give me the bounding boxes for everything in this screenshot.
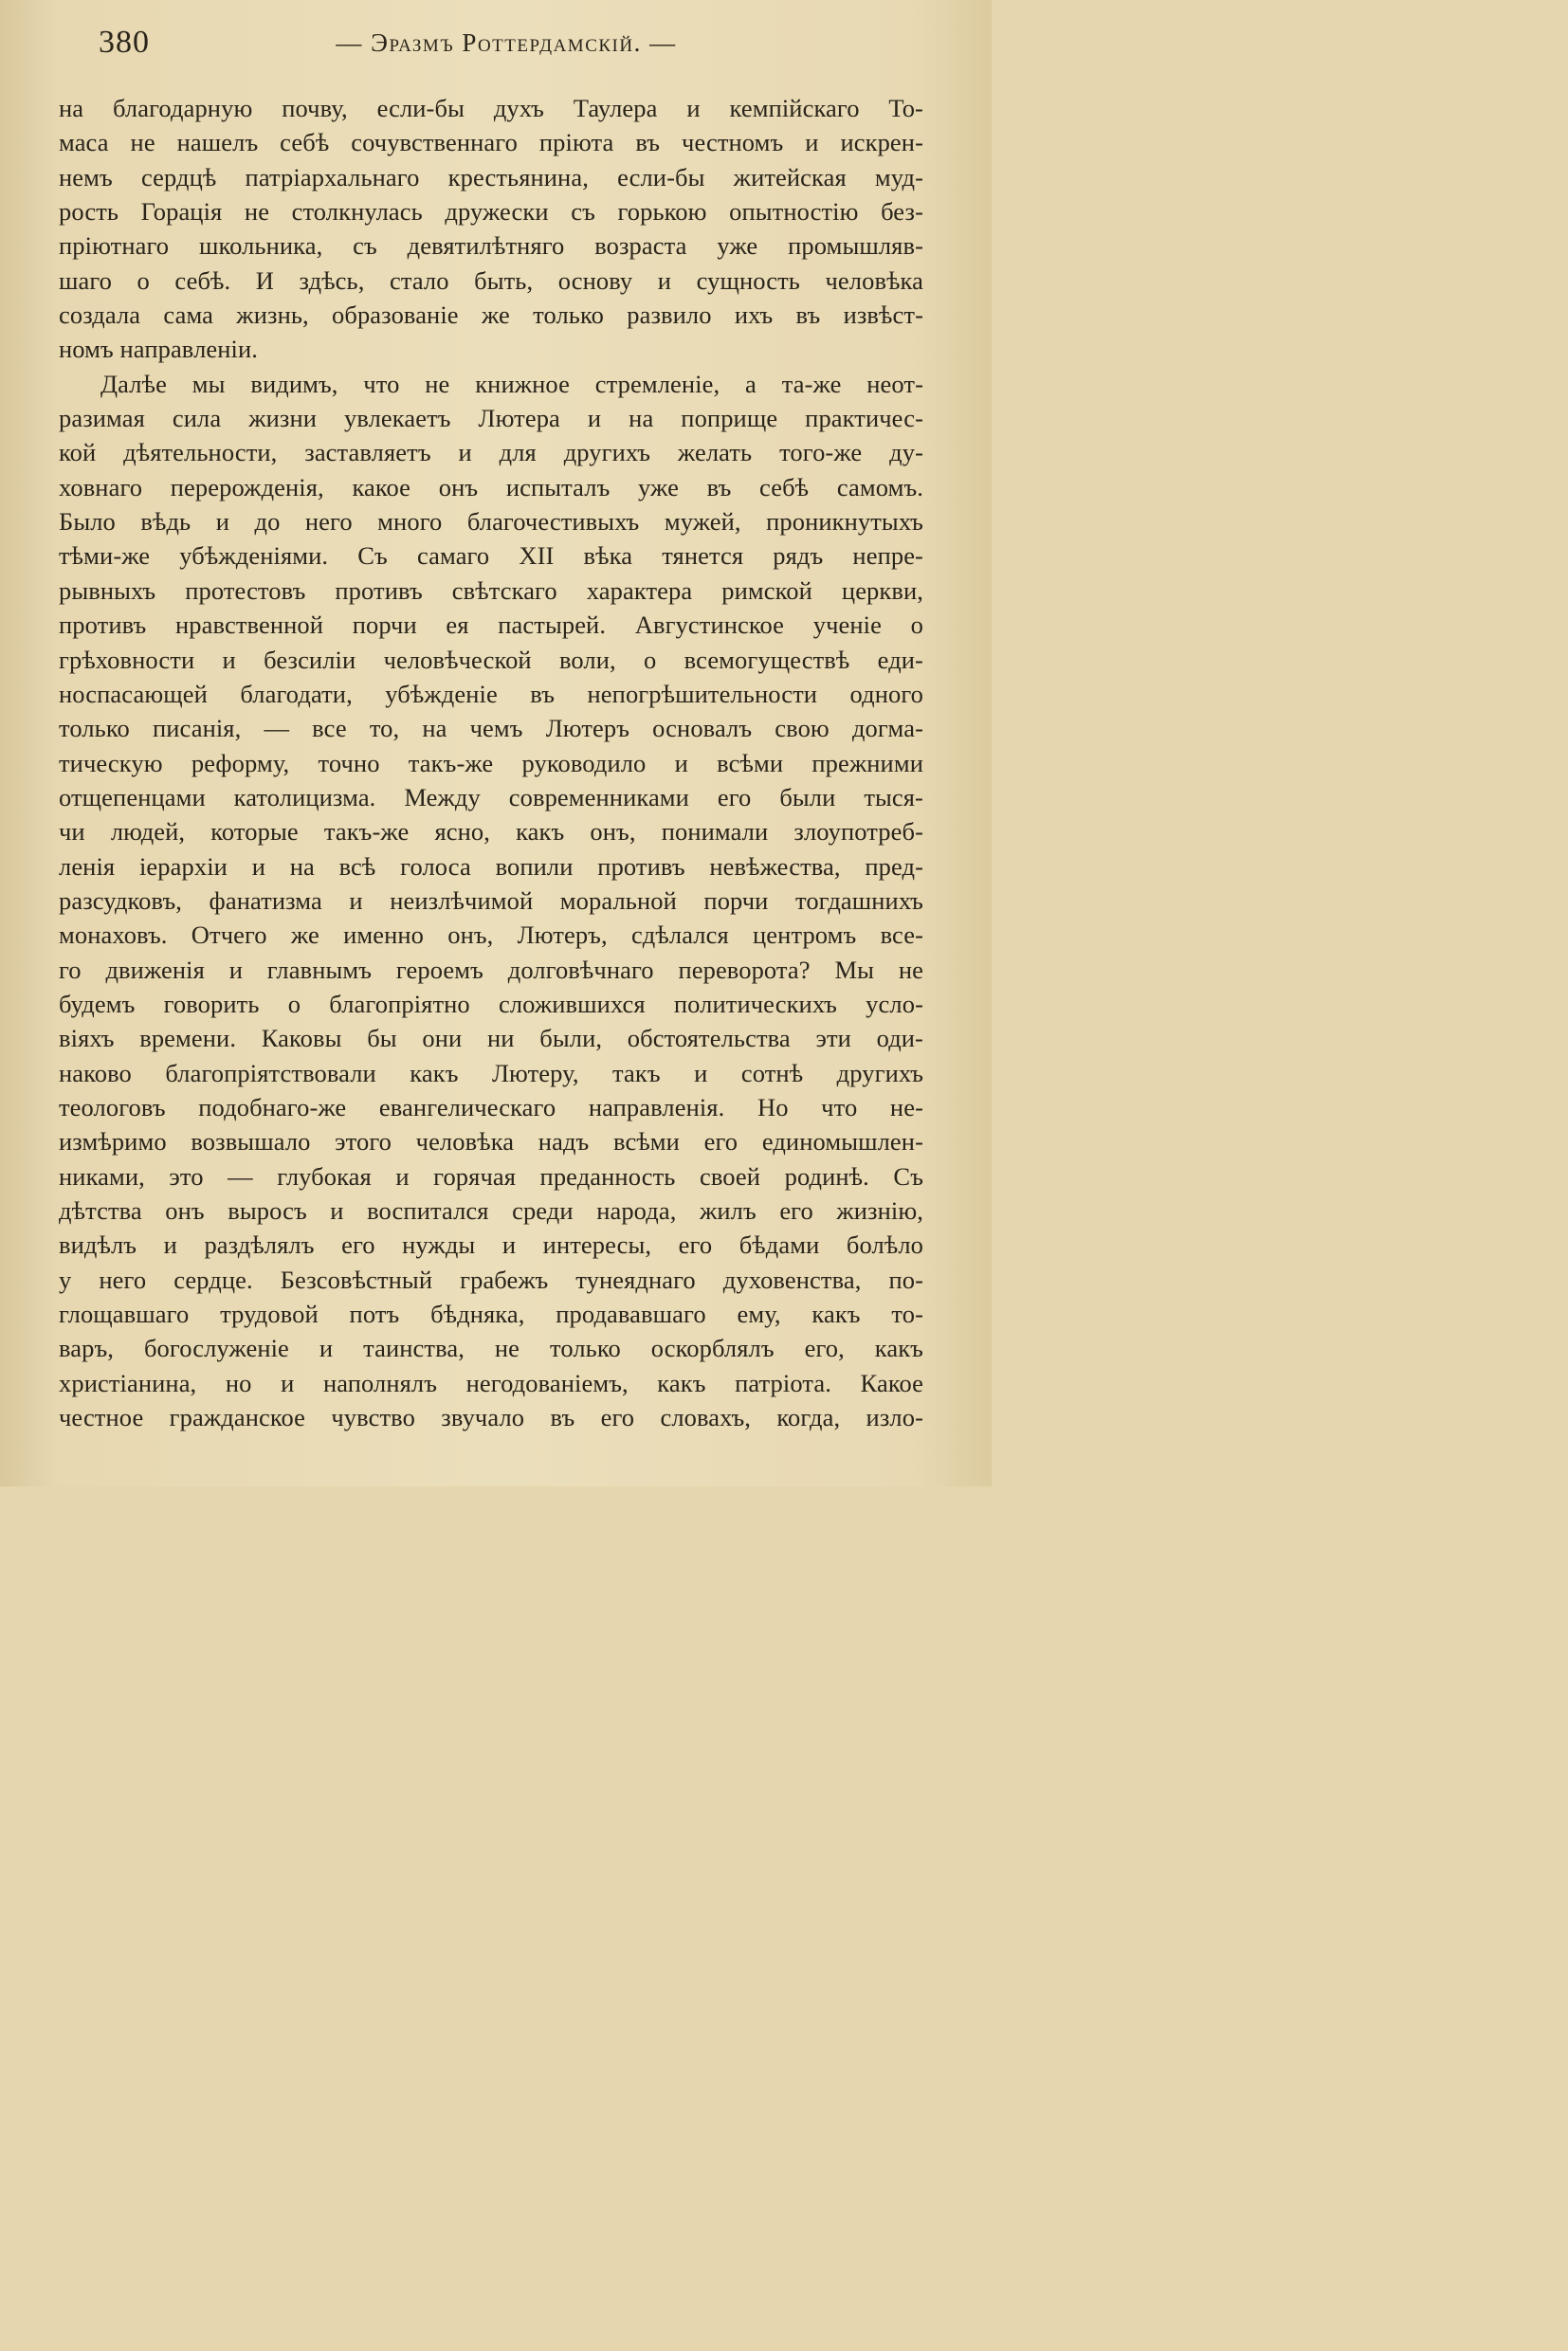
paragraph <box>59 91 923 367</box>
text-line: номъ направленіи. <box>59 335 259 364</box>
body-text <box>59 91 923 1434</box>
text-line: тическую реформу, точно такъ-же руководило и всѣми прежними <box>59 748 923 777</box>
book-page <box>0 0 992 1486</box>
text-line: віяхъ времени. Каковы бы они ни были, обстоятельства эти оди- <box>59 1024 923 1053</box>
text-line: дѣтства онъ выросъ и воспитался среди народа, жилъ его жизнію, <box>59 1196 923 1225</box>
text-line: рывныхъ протестовъ противъ свѣтскаго характера римской церкви, <box>59 575 923 605</box>
running-title: — Эразмъ Роттердамскій. — <box>336 28 677 57</box>
text-line: разимая сила жизни увлекаетъ Лютера и на поприще практичес- <box>59 404 923 433</box>
text-line: немъ сердцѣ патріархальнаго крестьянина, если-бы житейская муд- <box>59 162 923 191</box>
text-line: отщепенцами католицизма. Между современниками его были тыся- <box>59 782 923 811</box>
text-line: только писанія, — все то, на чемъ Лютеръ основалъ свою догма- <box>59 714 923 743</box>
running-head <box>93 21 920 68</box>
text-line: наково благопріятствовали какъ Лютеру, такъ и сотнѣ другихъ <box>59 1058 923 1087</box>
text-line: го движенія и главнымъ героемъ долговѣчнаго переворота? Мы не <box>59 955 923 984</box>
text-line: носпасающей благодати, убѣжденіе въ непогрѣшительности одного <box>59 679 923 708</box>
text-line: видѣлъ и раздѣлялъ его нужды и интересы, его бѣдами болѣло <box>59 1230 923 1260</box>
text-line: пріютнаго школьника, съ девятилѣтняго возраста уже промышляв- <box>59 231 923 261</box>
text-line: противъ нравственной порчи ея пастырей. Августинское ученіе о <box>59 611 923 640</box>
text-line: христіанина, но и наполнялъ негодованіемъ, какъ патріота. Какое <box>59 1368 923 1397</box>
text-line: варъ, богослуженіе и таинства, не только оскорблялъ его, какъ <box>59 1334 923 1363</box>
text-line: у него сердце. Безсовѣстный грабежъ тунеяднаго духовенства, по- <box>59 1265 923 1294</box>
text-line: Было вѣдь и до него много благочестивыхъ мужей, проникнутыхъ <box>59 507 923 537</box>
text-line: чи людей, которые такъ-же ясно, какъ онъ, понимали злоупотреб- <box>59 817 923 847</box>
text-line: создала сама жизнь, образованіе же только развило ихъ въ извѣст- <box>59 301 923 330</box>
text-line: на благодарную почву, если-бы духъ Таулера и кемпійскаго То- <box>59 94 923 122</box>
text-line: разсудковъ, фанатизма и неизлѣчимой моральной порчи тогдашнихъ <box>59 885 923 915</box>
page-number: 380 <box>99 25 150 60</box>
text-line: Далѣе мы видимъ, что не книжное стремленіе, а та-же неот- <box>100 369 923 398</box>
text-line: никами, это — глубокая и горячая преданность своей родинѣ. Съ <box>59 1161 923 1191</box>
text-line: ховнаго перерожденія, какое онъ испыталъ уже въ себѣ самомъ. <box>59 472 923 501</box>
text-line: глощавшаго трудовой потъ бѣдняка, продававшаго ему, какъ то- <box>59 1300 923 1329</box>
text-line: честное гражданское чувство звучало въ его словахъ, когда, изло- <box>59 1403 923 1432</box>
text-line: маса не нашелъ себѣ сочувственнаго пріюта въ честномъ и искрен- <box>59 128 923 157</box>
text-line: рость Горація не столкнулась дружески съ горькою опытностію без- <box>59 197 923 227</box>
text-line: измѣримо возвышало этого человѣка надъ всѣми его единомышлен- <box>59 1127 923 1157</box>
text-line: шаго о себѣ. И здѣсь, стало быть, основу и сущность человѣка <box>59 265 923 295</box>
text-line: теологовъ подобнаго-же евангелическаго направленія. Но что не- <box>59 1092 923 1121</box>
text-line: монаховъ. Отчего же именно онъ, Лютеръ, сдѣлался центромъ все- <box>59 920 923 950</box>
text-line: ленія іерархіи и на всѣ голоса вопили противъ невѣжества, пред- <box>59 851 923 881</box>
text-line: будемъ говорить о благопріятно сложившихся политическихъ усло- <box>59 989 923 1018</box>
text-line: кой дѣятельности, заставляетъ и для другихъ желать того-же ду- <box>59 438 923 467</box>
text-line: грѣховности и безсиліи человѣческой воли, о всемогуществѣ еди- <box>59 645 923 674</box>
paragraph <box>59 367 923 1435</box>
text-line: тѣми-же убѣжденіями. Съ самаго XII вѣка тянется рядъ непре- <box>59 541 923 571</box>
